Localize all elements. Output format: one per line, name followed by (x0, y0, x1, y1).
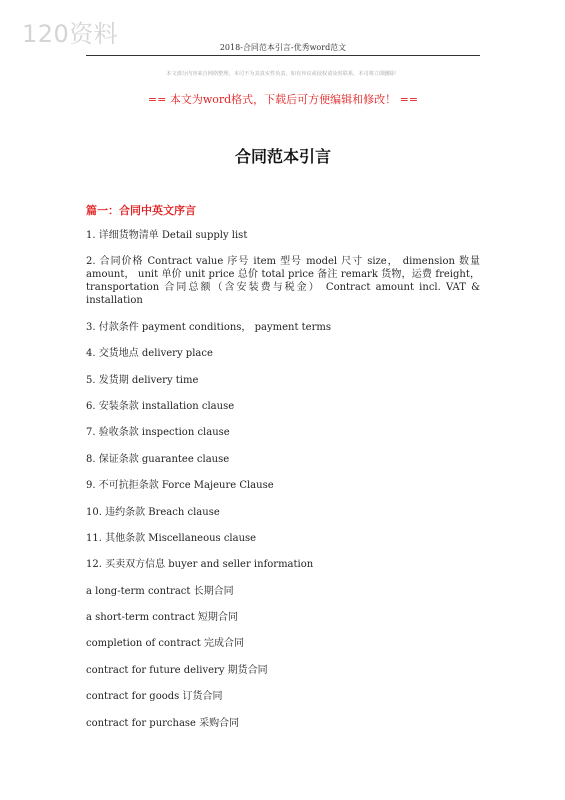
list-item: 8. 保证条款 guarantee clause (86, 453, 230, 465)
list-item: contract for purchase 采购合同 (86, 717, 240, 729)
list-item: 4. 交货地点 delivery place (86, 348, 213, 360)
list-item: completion of contract 完成合同 (86, 638, 244, 650)
list-item: contract for future delivery 期货合同 (86, 664, 268, 676)
list-item: contract for goods 订货合同 (86, 691, 223, 703)
list-item: 9. 不可抗拒条款 Force Majeure Clause (86, 480, 274, 492)
list-item: 3. 付款条件 payment conditions， payment terms (86, 321, 331, 333)
format-notice: == 本文为word格式，下载后可方便编辑和修改！ == (147, 93, 419, 106)
list-item: 5. 发货期 delivery time (86, 374, 199, 386)
list-item: 1. 详细货物清单 Detail supply list (86, 230, 248, 241)
list-item: 2. 合同价格 Contract value 序号 item 型号 model 尺寸 size， dimension 数量 amount， unit 单价 unit price 总价 total price 备注 remark 货物，运费 freight， transportation 合同总额（含安装费与税金） Contract amount incl. VAT & installation (86, 256, 480, 307)
page-title: 合同范本引言 (234, 147, 331, 166)
running-header: 2018-合同范本引言-优秀word范文 (86, 42, 480, 56)
section-heading: 篇一：合同中英文序言 (86, 204, 196, 217)
list-item: 10. 违约条款 Breach clause (86, 506, 220, 518)
watermark-logo: 120资料 (22, 20, 119, 48)
list-item: a short-term contract 短期合同 (86, 612, 238, 624)
list-item: 12. 买卖双方信息 buyer and seller information (86, 559, 314, 571)
list-item: 11. 其他条款 Miscellaneous clause (86, 532, 257, 544)
list-item: 6. 安装条款 installation clause (86, 400, 235, 412)
list-item: a long-term contract 长期合同 (86, 585, 234, 597)
term-list (86, 229, 480, 743)
list-item: 7. 验收条款 inspection clause (86, 427, 230, 439)
disclaimer-text: 本文部分内容来自网络整理，本司不为其真实性负责，如有异议或侵权请及时联系，本司将立即删除！ (166, 71, 400, 77)
